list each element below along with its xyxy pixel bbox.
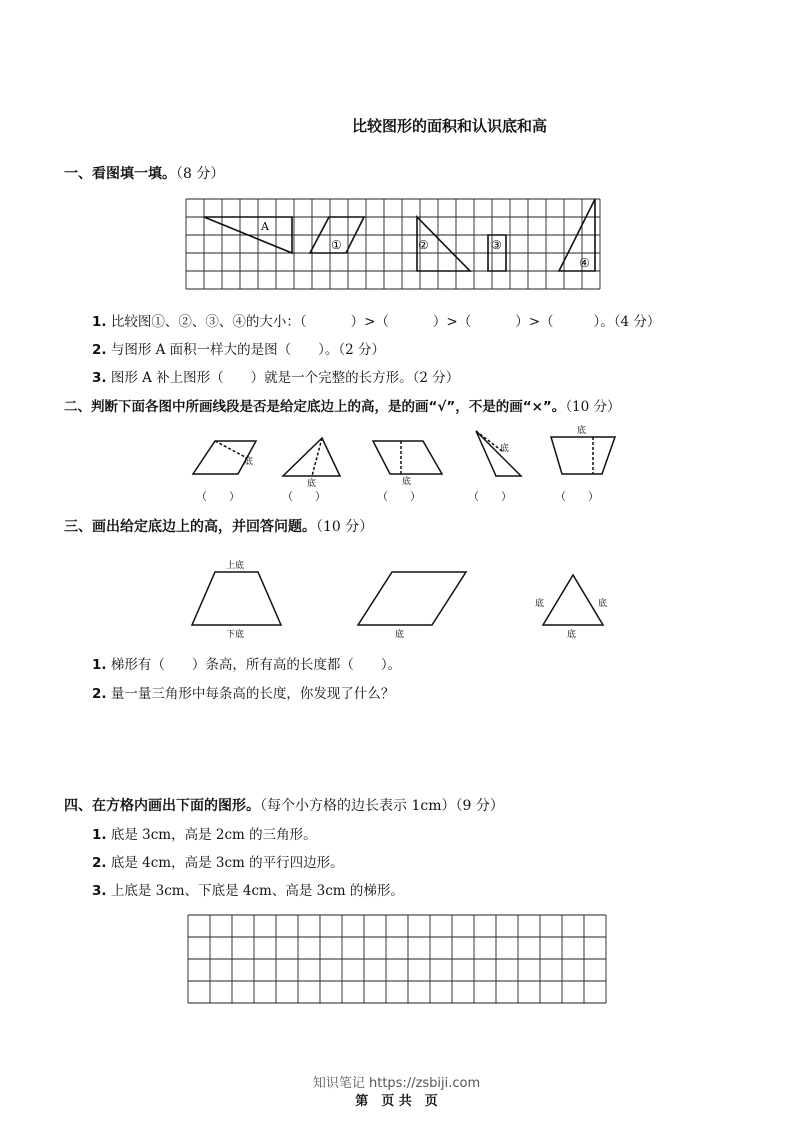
section-3-heading-text: 三、画出给定底边上的高，并回答问题。 bbox=[64, 519, 316, 535]
s4-question-2 bbox=[92, 851, 344, 871]
s3-q2-num: 2. bbox=[92, 686, 107, 702]
s2-fig-2-base-label: 底 bbox=[307, 479, 317, 489]
section-2-heading bbox=[64, 395, 621, 415]
s2-fig-4-base-label: 底 bbox=[500, 444, 510, 454]
s3-triangle-bottom-base-label: 底 bbox=[567, 630, 577, 640]
s1-question-3 bbox=[92, 366, 459, 386]
s4-q1-num: 1. bbox=[92, 827, 107, 843]
page-title: 比较图形的面积和认识底和高 bbox=[352, 117, 548, 135]
s2-fig-5 bbox=[551, 437, 615, 474]
s1-q3-num: 3. bbox=[92, 370, 107, 386]
section-2-heading-text: 二、判断下面各图中所画线段是否是给定底边上的高，是的画“√”，不是的画“×”。 bbox=[64, 399, 566, 415]
section-4-drawing-grid[interactable] bbox=[188, 915, 608, 1007]
section-1-heading bbox=[64, 163, 224, 183]
s1-q1-part-3: ）>（ bbox=[515, 314, 554, 330]
s1-q2-text: 与图形 A 面积一样大的是图（ ）。 bbox=[110, 342, 339, 358]
section-3-heading bbox=[64, 516, 373, 536]
label-3: ③ bbox=[491, 238, 502, 252]
s4-q2-text: 底是 4cm，高是 3cm 的平行四边形。 bbox=[110, 855, 344, 871]
s1-q1-part-0: （ bbox=[299, 314, 307, 330]
s2-fig-2 bbox=[283, 438, 340, 476]
s2-fig-5-base-label: 底 bbox=[577, 426, 587, 436]
s1-question-2 bbox=[92, 338, 385, 358]
grid-lines bbox=[188, 915, 606, 1003]
s2-answer-3[interactable]: （ ） bbox=[377, 490, 421, 503]
s1-q1-part-1: ）>（ bbox=[350, 314, 389, 330]
section-1-heading-text: 一、看图填一填。 bbox=[64, 166, 176, 182]
s3-triangle-left-base-label: 底 bbox=[535, 599, 545, 609]
label-2: ② bbox=[418, 238, 429, 252]
footer-page-number: 第 页 共 页 bbox=[355, 1094, 438, 1109]
section-2-figures bbox=[180, 420, 630, 490]
section-2-points: （10 分） bbox=[565, 399, 621, 415]
section-3-points: （10 分） bbox=[316, 519, 374, 535]
section-4-heading bbox=[64, 795, 504, 815]
s4-q3-text: 上底是 3cm、下底是 4cm、高是 3cm 的梯形。 bbox=[110, 883, 404, 899]
s1-q1-points: （4 分） bbox=[613, 314, 661, 330]
s1-q1-part-2: ）>（ bbox=[432, 314, 472, 330]
section-4-heading-text: 四、在方格内画出下面的图形。 bbox=[64, 798, 260, 814]
s2-fig-3-base-label: 底 bbox=[402, 477, 412, 487]
s1-q3-text: 图形 A 补上图形（ ）就是一个完整的长方形。 bbox=[110, 370, 413, 386]
s3-triangle-right-base-label: 底 bbox=[598, 599, 608, 609]
s1-q2-points: （2 分） bbox=[338, 342, 386, 358]
s2-answer-2[interactable]: （ ） bbox=[282, 490, 326, 503]
s1-q2-num: 2. bbox=[92, 342, 107, 358]
grid-lines bbox=[186, 199, 600, 289]
label-a: A bbox=[261, 220, 269, 233]
section-1-grid-figure bbox=[186, 199, 612, 291]
s2-fig-1-segment bbox=[215, 441, 247, 458]
s1-q1-num: 1. bbox=[92, 314, 107, 330]
s3-parallelogram bbox=[358, 572, 466, 625]
s1-q1-part-4: ）。 bbox=[593, 314, 614, 330]
s1-question-1 bbox=[92, 310, 660, 330]
section-3-figures bbox=[180, 555, 620, 645]
label-1: ① bbox=[331, 238, 342, 252]
s3-q1-text: 梯形有（ ）条高，所有高的长度都（ ）。 bbox=[110, 657, 402, 673]
s1-q3-points: （2 分） bbox=[412, 370, 460, 386]
s1-q1-text: 比较图①、②、③、④的大小： bbox=[110, 314, 300, 330]
s2-answer-1[interactable]: （ ） bbox=[196, 490, 240, 503]
s3-bottom-base-label: 下底 bbox=[226, 630, 245, 640]
section-4-note: （每个小方格的边长表示 1cm）（9 分） bbox=[260, 798, 504, 814]
s4-q1-text: 底是 3cm，高是 2cm 的三角形。 bbox=[110, 827, 317, 843]
s4-question-1 bbox=[92, 823, 317, 843]
s2-answer-5[interactable]: （ ） bbox=[555, 490, 599, 503]
footer-watermark: 知识笔记 https://zsbiji.com bbox=[312, 1076, 481, 1091]
s3-parallelogram-base-label: 底 bbox=[395, 630, 405, 640]
s2-fig-3 bbox=[373, 441, 442, 474]
s4-q2-num: 2. bbox=[92, 855, 107, 871]
s3-top-base-label: 上底 bbox=[226, 561, 245, 571]
s2-fig-1-base-label: 底 bbox=[244, 457, 254, 467]
s3-question-1 bbox=[92, 653, 401, 673]
s3-q2-text: 量一量三角形中每条高的长度，你发现了什么？ bbox=[110, 686, 395, 702]
s2-answer-4[interactable]: （ ） bbox=[468, 490, 512, 503]
s3-question-2 bbox=[92, 682, 394, 702]
s2-fig-4 bbox=[476, 431, 521, 476]
s3-q1-num: 1. bbox=[92, 657, 107, 673]
s4-question-3 bbox=[92, 879, 404, 899]
s3-trapezoid bbox=[192, 572, 281, 625]
section-1-points: （8 分） bbox=[176, 166, 225, 182]
s3-triangle bbox=[543, 575, 603, 625]
s4-q3-num: 3. bbox=[92, 883, 107, 899]
label-4: ④ bbox=[579, 256, 590, 270]
